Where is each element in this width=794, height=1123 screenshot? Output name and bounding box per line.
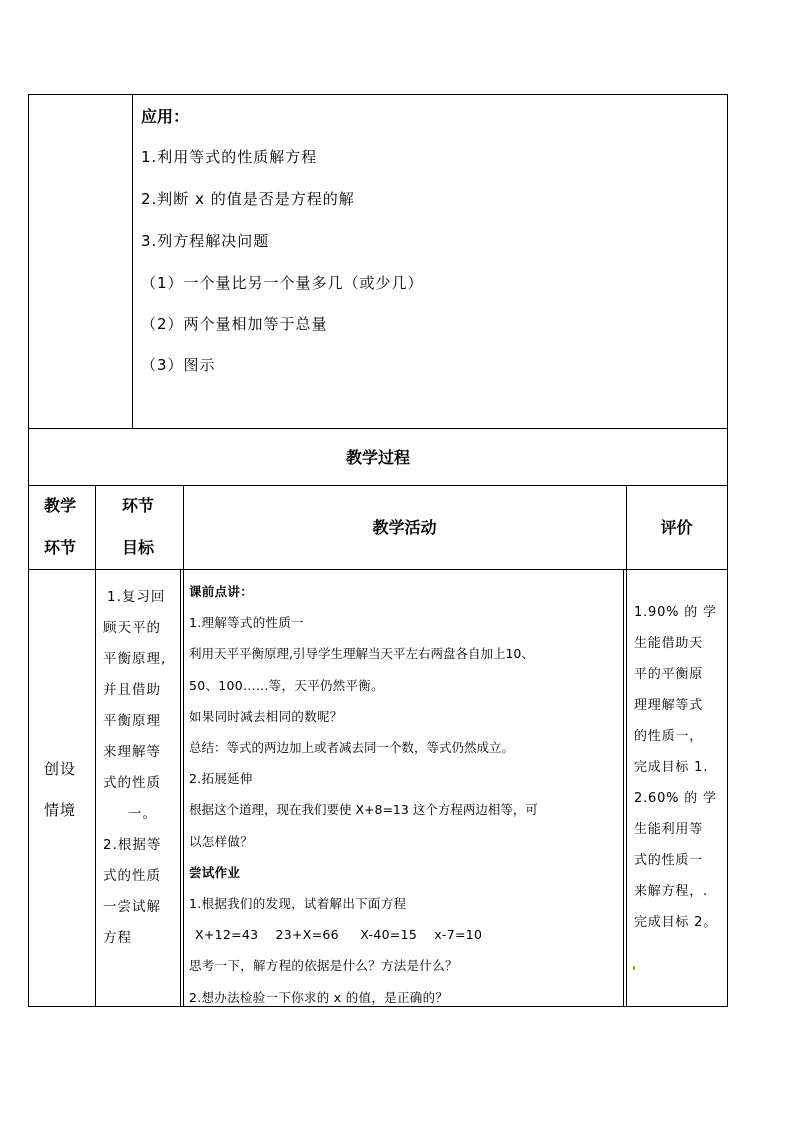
activity-line: 50、100……等，天平仍然平衡。 (189, 677, 384, 693)
application-item: 3.列方程解决问题 (141, 232, 270, 250)
evaluation-line: 平的平衡原 (634, 667, 704, 682)
header-stage-line1: 教学 (44, 496, 77, 515)
stray-mark (633, 966, 635, 970)
evaluation-text (634, 597, 726, 938)
activity-line: 以怎样做？ (189, 833, 254, 849)
evaluation-line: 2.60% 的 学 (634, 791, 717, 806)
process-title: 教学过程 (345, 448, 410, 467)
header-goal-line1: 环节 (122, 496, 155, 515)
activity-equations: X+12=43 23+X=66 X-40=15 x-7=10 (195, 927, 483, 943)
activity-line: 利用天平平衡原理,引导学生理解当天平左右两盘各自加上10、 (189, 646, 534, 662)
header-goal-line2: 目标 (122, 538, 155, 557)
col-divider-3 (626, 485, 627, 1006)
activity-line: 1.理解等式的性质一 (189, 615, 304, 631)
goal-line: 平衡原理 (103, 713, 161, 729)
col-divider-3b (623, 570, 624, 1006)
col-divider-2b (180, 570, 181, 1006)
activity-section-heading: 课前点讲： (189, 584, 254, 599)
evaluation-line: 生能借助天 (634, 636, 704, 651)
activity-line: 2.拓展延伸 (189, 771, 253, 787)
stage-line2: 情境 (44, 801, 77, 819)
evaluation-line: 完成目标 1. (634, 760, 709, 775)
activity-line: 如果同时减去相同的数呢？ (189, 708, 343, 724)
goal-line: 一尝试解 (103, 899, 161, 915)
goal-line: 一。 (128, 806, 157, 822)
goal-line: 平衡原理, (103, 651, 167, 667)
goal-text (103, 582, 179, 954)
header-activity: 教学活动 (372, 518, 437, 537)
evaluation-line: 理理解等式 (634, 698, 704, 713)
col-divider-1 (95, 485, 96, 1006)
application-item: 2.判断 x 的值是否是方程的解 (141, 190, 355, 208)
application-item: （1）一个量比另一个量多几（或少几） (141, 274, 424, 292)
activity-line: 1.根据我们的发现，试着解出下面方程 (189, 896, 407, 912)
goal-line: 来理解等 (103, 744, 161, 760)
activity-text (189, 576, 621, 1013)
application-item: （3）图示 (141, 356, 216, 374)
evaluation-line: 1.90% 的 学 (634, 605, 717, 620)
top-left-divider (132, 94, 133, 429)
evaluation-line: 来解方程，. (634, 884, 708, 899)
header-evaluation: 评价 (660, 518, 693, 537)
goal-line: 1.复习回 (107, 589, 166, 605)
activity-line: 总结：等式的两边加上或者减去同一个数，等式仍然成立。 (189, 740, 515, 756)
evaluation-line: 完成目标 2。 (634, 915, 718, 930)
application-heading: 应用： (141, 107, 190, 126)
table-border-top (28, 94, 728, 95)
stage-line1: 创设 (44, 760, 77, 778)
activity-line: 2.想办法检验一下你求的 x 的值，是正确的？ (189, 989, 449, 1005)
activity-section-heading: 尝试作业 (189, 864, 241, 880)
goal-line: 式的性质 (103, 775, 161, 791)
goal-line: 2.根据等 (103, 837, 162, 853)
evaluation-line: 生能利用等 (634, 822, 704, 837)
activity-line: 根据这个道理，现在我们要使 X+8=13 这个方程两边相等，可 (189, 802, 538, 818)
evaluation-line: 的性质一， (634, 729, 704, 744)
goal-line: 并且借助 (103, 682, 161, 698)
goal-line: 式的性质 (103, 868, 161, 884)
goal-line: 方程 (103, 930, 132, 946)
title-row-bottom-line (28, 485, 728, 486)
top-section-bottom-line (28, 428, 728, 429)
activity-line: 思考一下，解方程的依据是什么？方法是什么？ (189, 958, 458, 974)
header-stage-line2: 环节 (44, 538, 77, 557)
application-item: （2）两个量相加等于总量 (141, 315, 328, 333)
application-item: 1.利用等式的性质解方程 (141, 148, 318, 166)
table-border-right (727, 94, 728, 1007)
table-border-left (28, 94, 29, 1007)
evaluation-line: 式的性质一 (634, 853, 704, 868)
col-divider-2 (183, 485, 184, 1006)
goal-line: 顾天平的 (103, 620, 161, 636)
